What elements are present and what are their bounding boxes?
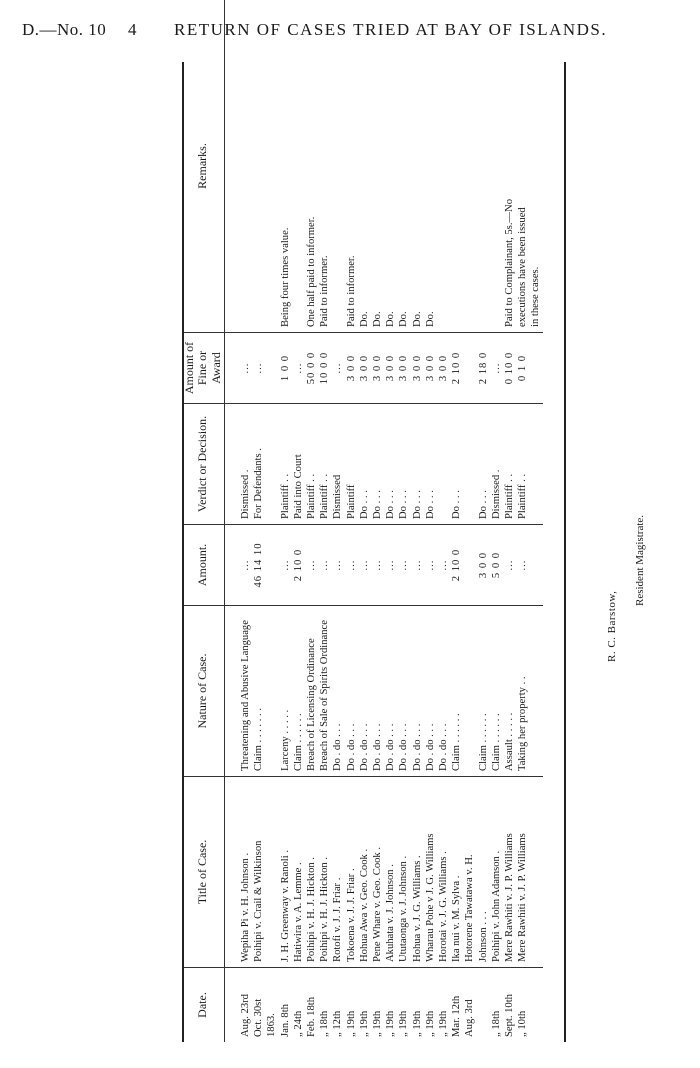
table-row (529, 0, 542, 1042)
cell-fine (265, 333, 278, 404)
cell-amount: 3 0 0 (477, 525, 490, 606)
cell-fine: ... (292, 333, 305, 404)
cell-nature: Do . do . . . (437, 606, 450, 777)
table-rule-top (182, 62, 184, 1042)
cell-remarks: in these cases. (529, 0, 542, 333)
cell-fine: 1 0 0 (279, 333, 292, 404)
table-row (252, 0, 265, 1042)
col-nature-header: Nature of Case. (182, 606, 225, 777)
document-code: D.—No. 10 (22, 20, 107, 39)
cell-remarks (437, 0, 450, 333)
cell-amount: ... (424, 525, 437, 606)
table-row (279, 0, 292, 1042)
table-row (503, 0, 516, 1042)
cell-nature: Claim . . . . . . . (252, 606, 265, 777)
signature-name: R. C. Barstow, (606, 590, 618, 662)
col-fine-header-line-1: Amount of (182, 341, 197, 395)
cell-title: Hohua Awa v. Geo. Cook . (358, 777, 371, 968)
cell-remarks (225, 0, 253, 333)
cell-verdict: Dismissed (331, 404, 344, 525)
cell-verdict: Dismissed . (225, 404, 253, 525)
col-fine-header-line-2: Fine or Award (195, 350, 223, 386)
cell-verdict: Plaintiff . . (279, 404, 292, 525)
cell-amount: ... (331, 525, 344, 606)
cell-fine: 3 0 0 (424, 333, 437, 404)
table-row (424, 0, 437, 1042)
cell-nature: Do . do . . . (358, 606, 371, 777)
cell-title: Mere Rawhiti v. J. P. Williams (516, 777, 529, 968)
cell-title: Poihipi v. H. J. Hickton . (305, 777, 318, 968)
cell-nature: Larceny . . . . . (279, 606, 292, 777)
cell-nature (463, 606, 476, 777)
cell-verdict: Plaintiff . . (305, 404, 318, 525)
table-row (384, 0, 397, 1042)
cell-fine: 3 0 0 (384, 333, 397, 404)
cell-nature: Taking her property . . (516, 606, 529, 777)
cell-verdict: Do . . . (358, 404, 371, 525)
cell-date: „ 12th (332, 1010, 344, 1037)
cell-verdict: Do . . . (371, 404, 384, 525)
cell-title: Hohua v. J. G. Williams . (411, 777, 424, 968)
cell-nature: Claim . . . . . . (477, 606, 490, 777)
cell-nature: Do . do . . . (371, 606, 384, 777)
cell-verdict: Dismissed . (490, 404, 503, 525)
cell-remarks: executions have been issued (516, 0, 529, 333)
cell-nature (529, 606, 542, 777)
table-row (371, 0, 384, 1042)
cell-fine: 0 1 0 (516, 333, 529, 404)
cell-title: Tokoena v. J. J. Friar . (345, 777, 358, 968)
cell-fine (463, 333, 476, 404)
cell-nature: Do . do . . . (397, 606, 410, 777)
cell-fine: ... (331, 333, 344, 404)
cell-date (477, 968, 490, 1043)
cell-amount: ... (397, 525, 410, 606)
cell-nature: Claim . . . . . . (450, 606, 463, 777)
cell-date: „ 18th (490, 1010, 502, 1037)
cell-remarks (463, 0, 476, 333)
cell-title (529, 777, 542, 968)
table-row (358, 0, 371, 1042)
cell-amount: 2 10 0 (450, 525, 463, 606)
col-title-header: Title of Case. (182, 777, 225, 968)
page-title: RETURN OF CASES TRIED AT BAY OF ISLANDS. (174, 20, 608, 39)
cell-date: Aug. 3rd (464, 999, 476, 1037)
cell-verdict: Plaintiff (345, 404, 358, 525)
cell-remarks (265, 0, 278, 333)
cell-fine: ... (490, 333, 503, 404)
table-row (490, 0, 503, 1042)
cell-amount: ... (516, 525, 529, 606)
cell-remarks (477, 0, 490, 333)
cell-fine: ... (252, 333, 265, 404)
cell-title: Rotofi v. J. J. Friar . (331, 777, 344, 968)
cell-remarks (490, 0, 503, 333)
col-verdict-header: Verdict or Decision. (182, 404, 225, 525)
cell-title: Hatiwira v. A. Lemme . (292, 777, 305, 968)
cell-title: Poihipi v. John Adamson . (490, 777, 503, 968)
cell-amount: ... (345, 525, 358, 606)
cell-remarks: Do. (384, 0, 397, 333)
signature-title: Resident Magistrate. (634, 514, 646, 606)
cell-amount: ... (437, 525, 450, 606)
cell-title: Wepiha Pi v. H. Johnson . (225, 777, 253, 968)
cell-verdict (529, 404, 542, 525)
cell-verdict: Plaintiff . . (503, 404, 516, 525)
table-row (450, 0, 463, 1042)
cell-date: „ 19th (398, 1010, 410, 1037)
cell-verdict: For Defendants . (252, 404, 265, 525)
cell-title: Horotai v. J. G. Williams . (437, 777, 450, 968)
cell-remarks: Do. (397, 0, 410, 333)
cell-remarks: Do. (358, 0, 371, 333)
col-remarks-header: Remarks. (182, 0, 225, 333)
cell-verdict: Plaintiff . . (318, 404, 331, 525)
cell-date: „ 19th (345, 1010, 357, 1037)
cell-verdict: Plaintiff . . (516, 404, 529, 525)
cell-nature: Assault . . . . . (503, 606, 516, 777)
cell-title (265, 777, 278, 968)
cell-amount (463, 525, 476, 606)
cell-remarks: Do. (371, 0, 384, 333)
cell-verdict: Do . . . (397, 404, 410, 525)
table-row (345, 0, 358, 1042)
cell-date: Sept. 10th (504, 994, 516, 1037)
table-row (437, 0, 450, 1042)
table-row (265, 0, 278, 1042)
cell-verdict: Do . . . (477, 404, 490, 525)
cell-remarks (450, 0, 463, 333)
cell-fine: 3 0 0 (437, 333, 450, 404)
cell-date: „ 24th (292, 1010, 304, 1037)
table-row (225, 0, 253, 1042)
cell-nature: Claim . . . . . . (490, 606, 503, 777)
cell-remarks: Paid to informer. (345, 0, 358, 333)
cases-table (182, 0, 543, 1042)
cell-verdict: Do . . . (411, 404, 424, 525)
cell-verdict (463, 404, 476, 525)
cell-fine: 0 10 0 (503, 333, 516, 404)
cell-title: Johnson . . . (477, 777, 490, 968)
table-row (305, 0, 318, 1042)
cell-remarks: Paid to Complainant, 5s.—No (503, 0, 516, 333)
cell-remarks (292, 0, 305, 333)
cell-title: Hotorene Tawatawa v. H. (463, 777, 476, 968)
cell-amount: ... (358, 525, 371, 606)
cell-title: Poihipi v. H. J. Hickton . (318, 777, 331, 968)
cell-remarks: One half paid to informer. (305, 0, 318, 333)
cell-verdict: Do . . . (384, 404, 397, 525)
cell-amount: ... (279, 525, 292, 606)
cases-table-region (182, 62, 566, 1042)
cell-amount: ... (371, 525, 384, 606)
cell-fine: ... (225, 333, 253, 404)
cell-nature: Breach of Licensing Ordinance (305, 606, 318, 777)
cell-fine: 2 10 0 (450, 333, 463, 404)
cell-verdict: Do . . . (424, 404, 437, 525)
col-fine-header (182, 333, 225, 404)
cell-date: 1863. (266, 1013, 278, 1037)
table-row (331, 0, 344, 1042)
cell-remarks (331, 0, 344, 333)
table-rule-bottom (564, 62, 566, 1042)
table-row (397, 0, 410, 1042)
cell-date: „ 19th (385, 1010, 397, 1037)
cell-date: Aug. 23rd (240, 994, 251, 1037)
table-row (516, 0, 529, 1042)
cell-nature: Do . do . . . (331, 606, 344, 777)
cell-date: Jan. 8th (279, 1004, 291, 1037)
cell-date: Oct. 30st (253, 998, 265, 1037)
cell-remarks: Do. (411, 0, 424, 333)
cell-title: Ika nui v. M. Sylva . (450, 777, 463, 968)
cell-nature: Do . do . . . (345, 606, 358, 777)
cell-nature (265, 606, 278, 777)
cell-remarks: Being four times value. (279, 0, 292, 333)
cell-amount: ... (503, 525, 516, 606)
table-body (225, 0, 543, 1042)
table-row (292, 0, 305, 1042)
cell-verdict (265, 404, 278, 525)
col-amount-header: Amount. (182, 525, 225, 606)
cell-date: „ 19th (372, 1010, 384, 1037)
cell-nature: Do . do . . . (411, 606, 424, 777)
cell-remarks: Do. (424, 0, 437, 333)
cell-title: Akuhata v. J. Johnson . (384, 777, 397, 968)
cell-remarks: Paid to informer. (318, 0, 331, 333)
cell-remarks (252, 0, 265, 333)
cell-amount (265, 525, 278, 606)
cell-date: „ 19th (438, 1010, 450, 1037)
cell-fine: 50 0 0 (305, 333, 318, 404)
cell-verdict: Paid into Court (292, 404, 305, 525)
table-row (411, 0, 424, 1042)
cell-amount: ... (318, 525, 331, 606)
table-row (318, 0, 331, 1042)
cell-date: „ 18th (319, 1010, 331, 1037)
cell-date: „ 19th (411, 1010, 423, 1037)
cell-date (529, 968, 542, 1043)
page-number: 4 (128, 20, 137, 39)
cell-fine: 3 0 0 (358, 333, 371, 404)
cell-date: „ 19th (358, 1010, 370, 1037)
cell-title: Mere Rawhiti v. J. P. Williams (503, 777, 516, 968)
cell-amount: 5 0 0 (490, 525, 503, 606)
cell-amount: ... (225, 525, 253, 606)
cell-fine: 3 0 0 (371, 333, 384, 404)
cell-fine: 3 0 0 (397, 333, 410, 404)
cell-fine: 10 0 0 (318, 333, 331, 404)
cell-date: „ 10th (517, 1010, 529, 1037)
cell-title: Pene Whare v. Geo. Cook . (371, 777, 384, 968)
cell-date: „ 19th (424, 1010, 436, 1037)
table-row (463, 0, 476, 1042)
cell-verdict: Do . . . (450, 404, 463, 525)
cell-amount: 2 10 0 (292, 525, 305, 606)
cell-date: Feb. 18th (306, 996, 318, 1037)
cell-amount: ... (411, 525, 424, 606)
cell-amount: ... (305, 525, 318, 606)
cell-nature: Breach of Sale of Spirits Ordinance (318, 606, 331, 777)
cell-title: Wharau Pohe v J. G. Williams (424, 777, 437, 968)
cell-amount: 46 14 10 (252, 525, 265, 606)
cell-nature: Do . do . . . (384, 606, 397, 777)
cell-nature: Claim . . . . . . (292, 606, 305, 777)
cell-title: Poihipi v. Crail & Wilkinson (252, 777, 265, 968)
cell-fine: 3 0 0 (345, 333, 358, 404)
table-header-row (182, 0, 225, 1042)
cell-nature: Do . do . . . (424, 606, 437, 777)
cell-fine (529, 333, 542, 404)
cell-amount (529, 525, 542, 606)
cell-fine: 2 18 0 (477, 333, 490, 404)
cell-fine: 3 0 0 (411, 333, 424, 404)
cell-date: Mar. 12th (451, 995, 463, 1037)
col-date-header: Date. (182, 968, 225, 1043)
cell-nature: Threatening and Abusive Language (225, 606, 253, 777)
cell-title: Ututaonga v. J. Johnson . (397, 777, 410, 968)
cell-verdict (437, 404, 450, 525)
cell-amount: ... (384, 525, 397, 606)
cell-title: J. H. Greenway v. Ranoli . (279, 777, 292, 968)
table-row (477, 0, 490, 1042)
